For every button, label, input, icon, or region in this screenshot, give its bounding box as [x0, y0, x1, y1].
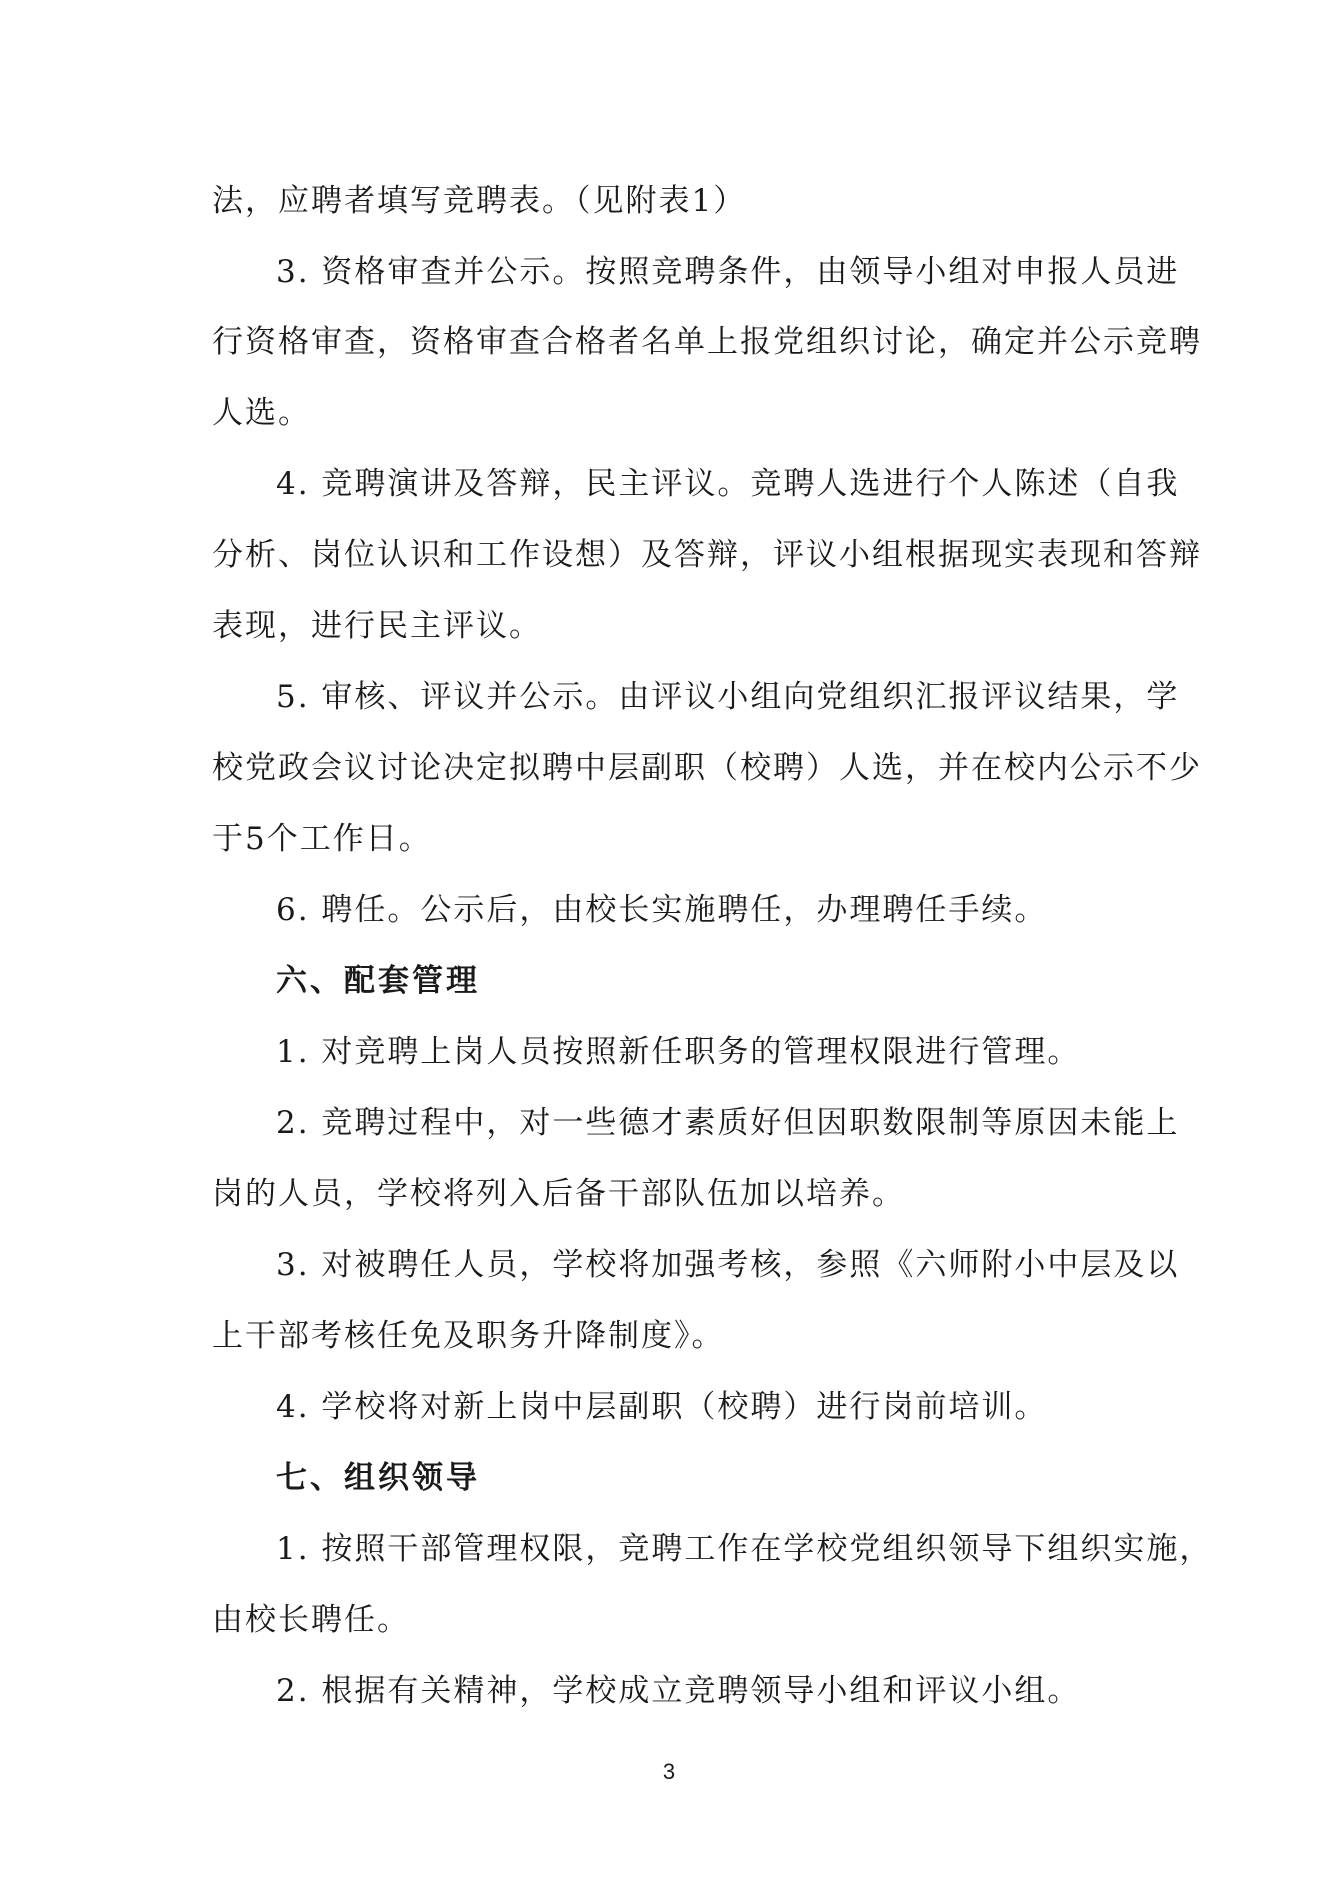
- paragraph-item-2: 2. 竞聘过程中，对一些德才素质好但因职数限制等原因未能上: [276, 1105, 1180, 1141]
- paragraph-item-1: 1. 对竞聘上岗人员按照新任职务的管理权限进行管理。: [276, 1034, 1081, 1070]
- section-heading-6: 六、配套管理: [276, 963, 480, 999]
- body-text-line: 校党政会议讨论决定拟聘中层副职（校聘）人选，并在校内公示不少: [212, 750, 1202, 786]
- body-text-line: 岗的人员，学校将列入后备干部队伍加以培养。: [212, 1176, 905, 1212]
- paragraph-step-5: 5. 审核、评议并公示。由评议小组向党组织汇报评议结果，学: [276, 679, 1180, 715]
- paragraph-item-1: 1. 按照干部管理权限，竞聘工作在学校党组织领导下组织实施，: [276, 1531, 1213, 1567]
- page-number: 3: [662, 1759, 676, 1784]
- paragraph-step-4: 4. 竞聘演讲及答辩，民主评议。竞聘人选进行个人陈述（自我: [276, 466, 1180, 502]
- body-text-line: 由校长聘任。: [212, 1602, 410, 1638]
- paragraph-item-2: 2. 根据有关精神，学校成立竞聘领导小组和评议小组。: [276, 1673, 1081, 1709]
- paragraph-step-6: 6. 聘任。公示后，由校长实施聘任，办理聘任手续。: [276, 892, 1048, 928]
- body-text-line: 表现，进行民主评议。: [212, 608, 542, 644]
- body-text-line: 分析、岗位认识和工作设想）及答辩，评议小组根据现实表现和答辩: [212, 537, 1202, 573]
- section-heading-7: 七、组织领导: [276, 1460, 480, 1496]
- paragraph-item-3: 3. 对被聘任人员，学校将加强考核，参照《六师附小中层及以: [276, 1247, 1180, 1283]
- body-text-line: 法，应聘者填写竞聘表。（见附表1）: [212, 183, 747, 219]
- paragraph-item-4: 4. 学校将对新上岗中层副职（校聘）进行岗前培训。: [276, 1389, 1048, 1425]
- body-text-line: 于5个工作日。: [212, 821, 432, 857]
- body-text-line: 人选。: [212, 395, 311, 431]
- paragraph-step-3: 3. 资格审查并公示。按照竞聘条件，由领导小组对申报人员进: [276, 254, 1180, 290]
- body-text-line: 行资格审查，资格审查合格者名单上报党组织讨论，确定并公示竞聘: [212, 324, 1202, 360]
- body-text-line: 上干部考核任免及职务升降制度》。: [212, 1318, 725, 1354]
